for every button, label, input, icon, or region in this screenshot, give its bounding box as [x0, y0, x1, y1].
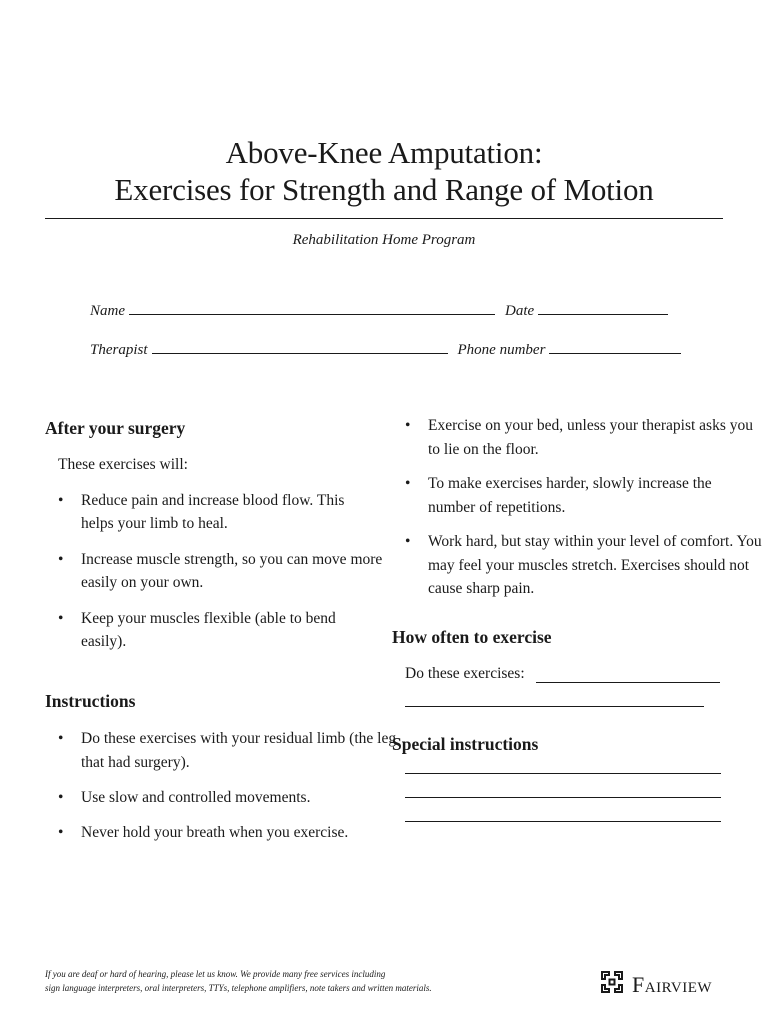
- phone-field[interactable]: [549, 339, 681, 354]
- list-item: • Work hard, but stay within your level of comfort. You may feel your muscles stretch. Exercises should not cause sharp pain.: [405, 533, 762, 597]
- name-date-row: [90, 300, 668, 320]
- after-surgery-list: [45, 489, 385, 654]
- fairview-logo-icon: [600, 970, 624, 999]
- phone-label: Phone number: [457, 342, 546, 358]
- list-item: • Never hold your breath when you exercise.: [58, 823, 349, 841]
- name-label: Name: [90, 303, 125, 319]
- how-often-field[interactable]: [536, 682, 720, 683]
- special-instructions-line-1[interactable]: [405, 773, 721, 774]
- list-item: • Increase muscle strength, so you can move more easily on your own.: [58, 550, 383, 591]
- fairview-logo-text: Fairview: [632, 971, 713, 997]
- special-instructions-line-3[interactable]: [405, 821, 721, 822]
- list-item: • Reduce pain and increase blood flow. This helps your limb to heal.: [58, 491, 345, 532]
- therapist-label: Therapist: [90, 342, 148, 358]
- instructions-list: [45, 727, 397, 844]
- after-surgery-heading: After your surgery: [45, 418, 186, 438]
- fairview-logo: [600, 970, 712, 999]
- accessibility-note-line-2: sign language interpreters, oral interpreters, TTYs, telephone amplifiers, note takers and written materials.: [45, 983, 432, 993]
- list-item: • To make exercises harder, slowly increase the number of repetitions.: [405, 475, 712, 516]
- title-divider: [45, 218, 723, 219]
- special-instructions-heading: Special instructions: [392, 734, 539, 754]
- after-surgery-section: [45, 416, 385, 654]
- name-field[interactable]: [129, 300, 495, 315]
- therapist-phone-row: [90, 339, 681, 359]
- list-item: • Do these exercises with your residual limb (the leg that had surgery).: [58, 730, 397, 771]
- special-instructions-section: [392, 732, 732, 756]
- list-item: • Exercise on your bed, unless your therapist asks you to lie on the floor.: [405, 417, 754, 458]
- instructions-heading: Instructions: [45, 691, 136, 711]
- date-field[interactable]: [538, 300, 668, 315]
- page-title-line-1: Above-Knee Amputation:: [225, 135, 543, 170]
- after-surgery-intro: These exercises will:: [58, 456, 188, 473]
- accessibility-note: [45, 967, 525, 995]
- page-subtitle: Rehabilitation Home Program: [292, 232, 476, 248]
- how-often-field-continued[interactable]: [405, 706, 704, 707]
- how-often-section: [392, 625, 732, 686]
- how-often-heading: How often to exercise: [392, 627, 552, 647]
- list-item: • Use slow and controlled movements.: [58, 789, 311, 806]
- exercise-tips-section: [392, 414, 762, 601]
- instructions-section: [45, 689, 397, 844]
- page-title-line-2: Exercises for Strength and Range of Motion: [114, 172, 654, 207]
- list-item: • Keep your muscles flexible (able to bend easily).: [58, 609, 336, 650]
- exercise-tips-list: [392, 414, 762, 601]
- accessibility-note-line-1: If you are deaf or hard of hearing, please let us know. We provide many free services including: [45, 969, 386, 979]
- how-often-label: Do these exercises:: [405, 665, 525, 682]
- therapist-field[interactable]: [152, 339, 448, 354]
- special-instructions-line-2[interactable]: [405, 797, 721, 798]
- date-label: Date: [505, 303, 535, 319]
